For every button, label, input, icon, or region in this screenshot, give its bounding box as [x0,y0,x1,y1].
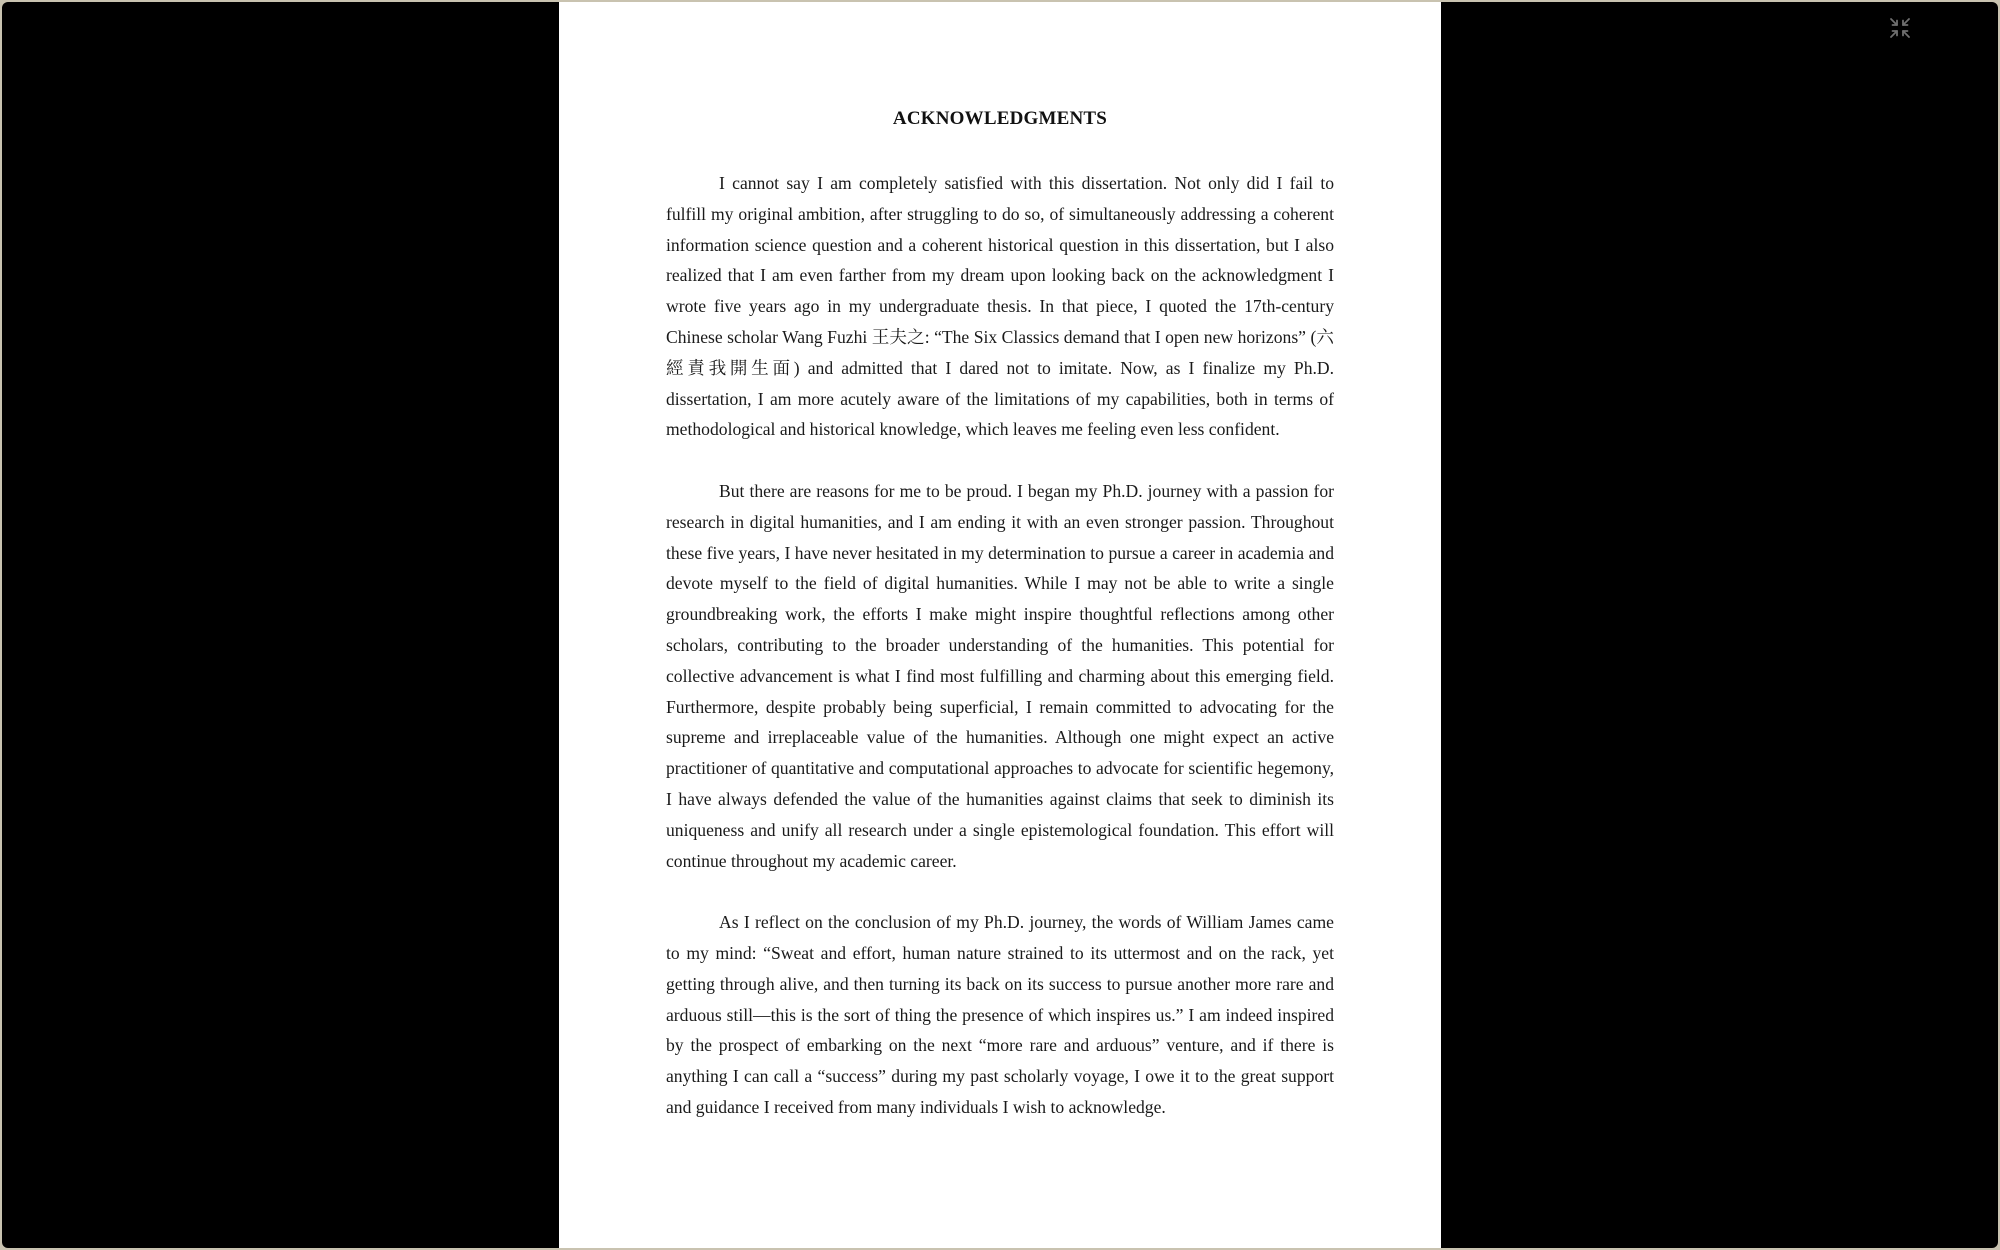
page-title: ACKNOWLEDGMENTS [892,108,1108,129]
paragraph-1: I cannot say I am completely satisfied with this dissertation. Not only did I fail to fulfill my original ambition, after struggling to do so, of simultaneously addressing a coherent information science question and a coherent historical question in this dissertation, but I also realized that I am even farther from my dream upon looking back on the acknowledgment I wrote five years ago in my undergraduate thesis. In that piece, I quoted the 17th-century Chinese scholar Wang Fuzhi 王夫之: “The Six Classics demand that I open new horizons” (六經責我開生面) and admitted that I dared not to imitate. Now, as I finalize my Ph.D. dissertation, I am more acutely aware of the limitations of my capabilities, both in terms of methodological and historical knowledge, which leaves me feeling even less confident. [666,173,1334,440]
body-text [666,168,1334,1154]
fullscreen-viewer [2,2,1998,1248]
exit-fullscreen-icon [1888,16,1912,40]
paragraph-2: But there are reasons for me to be proud. I began my Ph.D. journey with a passion for research in digital humanities, and I am ending it with an even stronger passion. Throughout these five years, I have never hesitated in my determination to pursue a career in academia and devote myself to the field of digital humanities. While I may not be able to write a single groundbreaking work, the efforts I make might inspire thoughtful reflections among other scholars, contributing to the broader understanding of the humanities. This potential for collective advancement is what I find most fulfilling and charming about this emerging field. Furthermore, despite probably being superficial, I remain committed to advocating for the supreme and irreplaceable value of the humanities. Although one might expect an active practitioner of quantitative and computational approaches to advocate for scientific hegemony, I have always defended the value of the humanities against claims that seek to diminish its uniqueness and unify all research under a single epistemological foundation. This effort will continue throughout my academic career. [666,480,1334,871]
document-page[interactable] [559,2,1441,1248]
exit-fullscreen-button[interactable] [1888,16,1912,40]
paragraph-3: As I reflect on the conclusion of my Ph.D. journey, the words of William James came to my mind: “Sweat and effort, human nature strained to its uttermost and on the rack, yet getting through alive, and then turning its back on its success to pursue another more rare and arduous still—this is the sort of thing the presence of which inspires us.” I am indeed inspired by the prospect of embarking on the next “more rare and arduous” venture, and if there is anything I can call a “success” during my past scholarly voyage, I owe it to the great support and guidance I received from many individuals I wish to acknowledge. [666,912,1334,1117]
